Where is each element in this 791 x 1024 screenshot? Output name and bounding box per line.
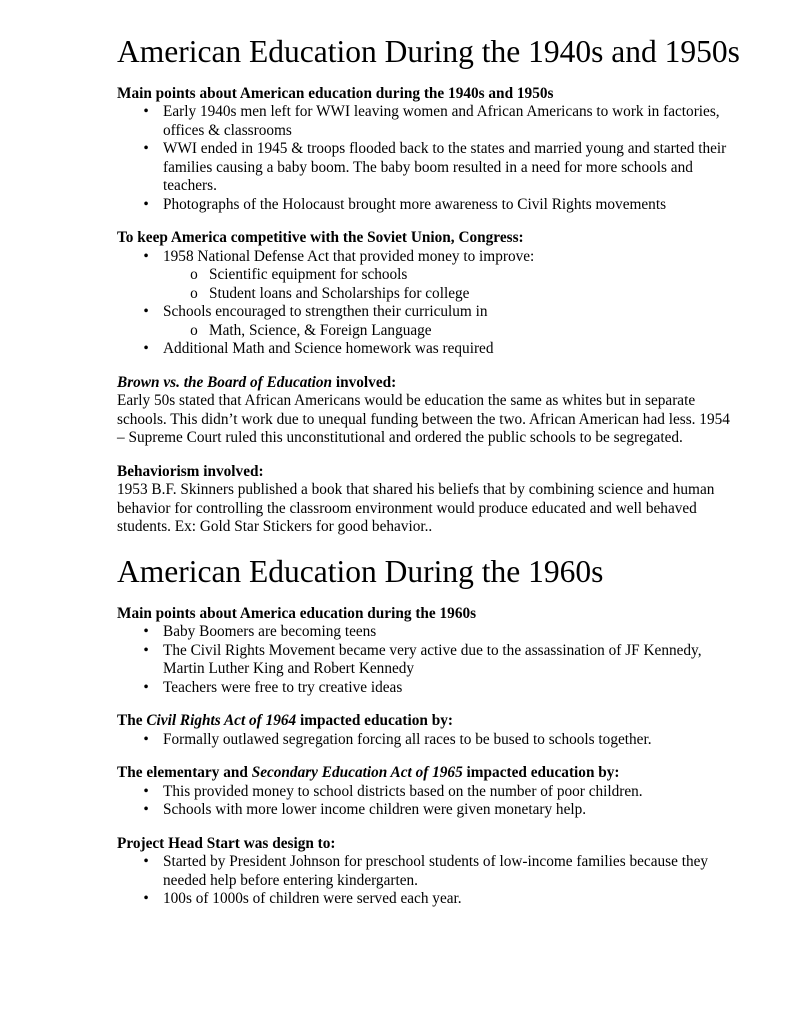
- bullet-icon: •: [143, 890, 149, 908]
- heading-pre: The: [117, 712, 147, 730]
- list-item: [117, 642, 743, 679]
- heading-pre: The elementary and: [117, 764, 252, 782]
- list-item: [117, 340, 741, 359]
- list-item-text: Schools with more lower income children were given monetary help.: [163, 801, 587, 819]
- list-item: [117, 103, 743, 140]
- section-heading: Main points about America education during the 1960s: [117, 604, 477, 622]
- list-item-text: Teachers were free to try creative ideas: [163, 678, 403, 696]
- list-item: [117, 801, 743, 820]
- bullet-icon: •: [143, 103, 149, 121]
- bullet-list: [117, 248, 741, 359]
- section-competitive-congress: [117, 229, 741, 359]
- sub-bullet-icon: o: [190, 321, 198, 339]
- section-paragraph: Early 50s stated that African Americans would be education the same as whites but in separate schools. This didn’t work due to unequal funding between the two. African American had less. 1954 – Supreme Court ruled this unconstitutional and ordered the public schools to be segregated.: [117, 392, 730, 447]
- section-heading: [117, 374, 741, 393]
- bullet-list: [117, 783, 741, 820]
- section-behaviorism: [117, 463, 741, 537]
- section-main-points-1960s: [117, 605, 741, 698]
- section-civil-rights-act: [117, 712, 741, 749]
- sub-list-item-text: Student loans and Scholarships for college: [209, 284, 470, 302]
- list-item: [117, 303, 741, 322]
- list-item-text: 100s of 1000s of children were served each year.: [163, 890, 462, 908]
- sub-list-item-text: Scientific equipment for schools: [209, 266, 408, 284]
- list-item: [117, 140, 743, 196]
- sub-list-item: [117, 285, 741, 304]
- section-heading: To keep America competitive with the Soviet Union, Congress:: [117, 229, 524, 247]
- list-item-text: Started by President Johnson for preschool students of low-income families because they needed help before entering kindergarten.: [163, 853, 709, 889]
- bullet-icon: •: [143, 853, 149, 871]
- list-item: [117, 623, 743, 642]
- bullet-list: [117, 103, 741, 214]
- heading-italic: Brown vs. the Board of Education: [117, 373, 333, 391]
- bullet-icon: •: [143, 678, 149, 696]
- list-item: [117, 248, 741, 267]
- heading-post: impacted education by:: [462, 764, 620, 782]
- page-title-1940s: American Education During the 1940s and 1950s: [117, 34, 740, 69]
- section-heading: Project Head Start was design to:: [117, 834, 336, 852]
- bullet-icon: •: [143, 641, 149, 659]
- list-item: [117, 853, 743, 890]
- list-item-text: 1958 National Defense Act that provided money to improve:: [163, 247, 535, 265]
- bullet-icon: •: [143, 247, 149, 265]
- list-item: [117, 731, 743, 750]
- heading-post: impacted education by:: [296, 712, 453, 730]
- sub-list-item: [117, 266, 741, 285]
- bullet-icon: •: [143, 782, 149, 800]
- section-paragraph: 1953 B.F. Skinners published a book that shared his beliefs that by combining science and human behavior for controlling the classroom environment would produce educated and well behaved students. Ex: Gold Star Stickers for good behavior..: [117, 481, 715, 536]
- bullet-list: [117, 623, 741, 697]
- section-heading: Main points about American education during the 1940s and 1950s: [117, 84, 554, 102]
- bullet-icon: •: [143, 140, 149, 158]
- list-item-text: Early 1940s men left for WWI leaving women and African Americans to work in factories, offices & classrooms: [163, 103, 720, 139]
- section-head-start: [117, 835, 741, 909]
- list-item: [117, 196, 743, 215]
- heading-rest: involved:: [332, 373, 397, 391]
- bullet-icon: •: [143, 303, 149, 321]
- list-item-text: The Civil Rights Movement became very active due to the assassination of JF Kennedy, Martin Luther King and Robert Kennedy: [163, 641, 702, 678]
- sub-bullet-icon: o: [190, 266, 198, 284]
- bullet-icon: •: [143, 623, 149, 641]
- section-secondary-education-act: [117, 764, 741, 820]
- sub-list-item: [117, 322, 741, 341]
- bullet-icon: •: [143, 801, 149, 819]
- list-item-text: Schools encouraged to strengthen their curriculum in: [163, 303, 488, 321]
- list-item-text: Additional Math and Science homework was required: [163, 340, 494, 358]
- list-item: [117, 783, 743, 802]
- bullet-icon: •: [143, 340, 149, 358]
- sub-list-item-text: Math, Science, & Foreign Language: [209, 321, 432, 339]
- heading-italic: Secondary Education Act of 1965: [251, 764, 463, 782]
- list-item-text: Baby Boomers are becoming teens: [163, 623, 377, 641]
- bullet-icon: •: [143, 730, 149, 748]
- list-item-text: WWI ended in 1945 & troops flooded back to the states and married young and started their families causing a baby boom. The baby boom resulted in a need for more schools and teachers.: [163, 140, 727, 195]
- list-item: [117, 679, 743, 698]
- list-item-text: Formally outlawed segregation forcing all races to be bused to schools together.: [163, 730, 652, 748]
- section-heading: [117, 712, 741, 731]
- list-item-text: This provided money to school districts based on the number of poor children.: [163, 782, 643, 800]
- section-brown-vs-board: [117, 374, 741, 448]
- section-heading: Behaviorism involved:: [117, 462, 264, 480]
- bullet-icon: •: [143, 195, 149, 213]
- section-heading: [117, 764, 741, 783]
- section-main-points-1940s: [117, 85, 741, 215]
- sub-bullet-icon: o: [190, 284, 198, 302]
- list-item-text: Photographs of the Holocaust brought more awareness to Civil Rights movements: [163, 195, 667, 213]
- bullet-list: [117, 731, 741, 750]
- heading-italic: Civil Rights Act of 1964: [146, 712, 297, 730]
- page-title-1960s: American Education During the 1960s: [117, 553, 604, 589]
- list-item: [117, 890, 743, 909]
- bullet-list: [117, 853, 741, 909]
